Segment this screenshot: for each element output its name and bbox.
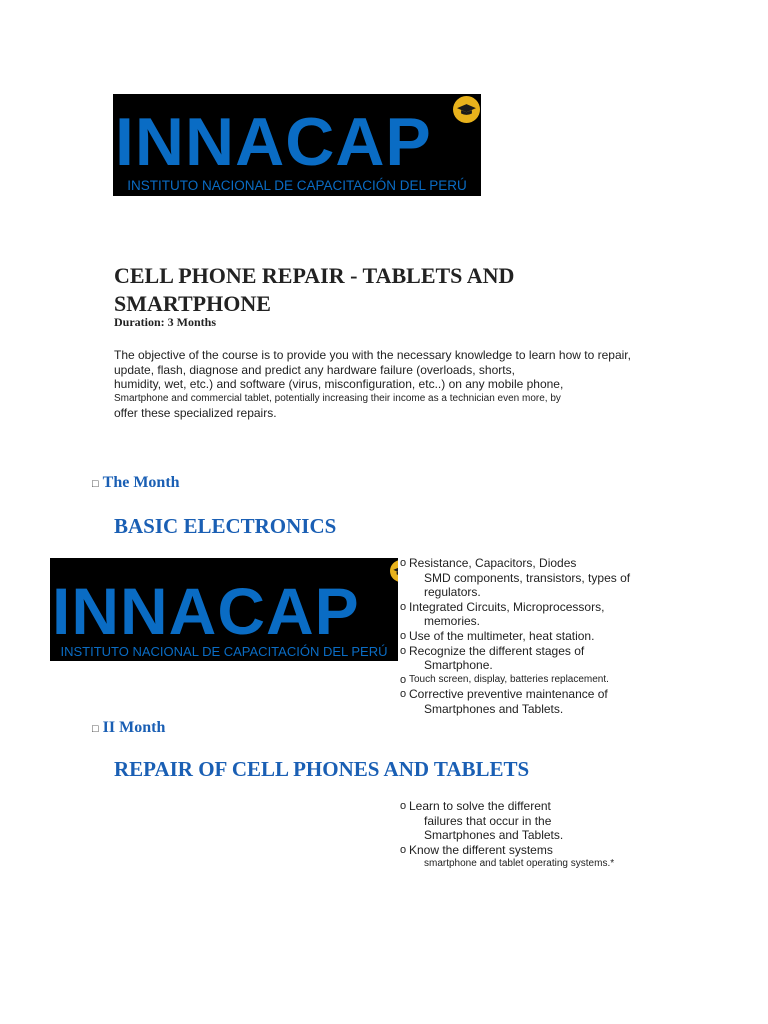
- objective-line: The objective of the course is to provide you with the necessary knowledge to learn how to repair,: [114, 348, 631, 362]
- objective-line: humidity, wet, etc.) and software (virus, misconfiguration, etc..) on any mobile phone,: [114, 377, 564, 391]
- logo-wordmark: INNACAP: [52, 574, 360, 648]
- topic-item: o Recognize the different stages of: [400, 644, 740, 659]
- topic-continuation: Smartphone.: [424, 658, 493, 673]
- topic-item: o Learn to solve the different: [400, 799, 740, 814]
- topic-continuation: memories.: [424, 614, 481, 629]
- topic-continuation: Smartphones and Tablets.: [424, 828, 564, 843]
- topic-continuation: SMD components, transistors, types of: [424, 570, 631, 585]
- topic-continuation: smartphone and tablet operating systems.*: [424, 858, 615, 870]
- page-title: CELL PHONE REPAIR - TABLETS AND SMARTPHONE: [114, 263, 515, 316]
- topic-item: o Integrated Circuits, Microprocessors,: [400, 600, 740, 615]
- objective-line: Smartphone and commercial tablet, potentially increasing their income as a technician even more, by: [114, 392, 561, 404]
- graduation-cap-icon: [453, 96, 480, 123]
- topic-item: o Touch screen, display, batteries replacement.: [400, 673, 740, 688]
- topic-continuation: failures that occur in the: [424, 813, 552, 828]
- section-title-repair: REPAIR OF CELL PHONES AND TABLETS: [114, 757, 530, 781]
- logo-subline: INSTITUTO NACIONAL DE CAPACITACIÓN DEL PERÚ: [60, 644, 388, 659]
- innacap-logo-top: [113, 94, 481, 196]
- course-duration: Duration: 3 Months: [114, 315, 217, 329]
- month-heading-1: [92, 474, 180, 492]
- topic-continuation: Smartphones and Tablets.: [424, 701, 564, 716]
- topic-continuation: regulators.: [424, 585, 481, 600]
- checkbox-bullet-icon: □: [92, 478, 99, 490]
- objective-line: update, flash, diagnose and predict any hardware failure (overloads, shorts,: [114, 362, 515, 377]
- innacap-logo-middle: [50, 558, 398, 661]
- objective-line: offer these specialized repairs.: [114, 405, 277, 420]
- topic-item: o Use of the multimeter, heat station.: [400, 629, 740, 644]
- topic-item: o Corrective preventive maintenance of: [400, 687, 740, 702]
- logo-wordmark: INNACAP: [115, 104, 432, 180]
- module-2-topics: [400, 799, 740, 872]
- section-title-basic-electronics: BASIC ELECTRONICS: [114, 514, 337, 538]
- module-1-topics: [400, 556, 740, 717]
- month-label: The Month: [102, 474, 180, 491]
- topic-item: o Know the different systems: [400, 843, 740, 858]
- month-heading-2: [92, 719, 165, 737]
- graduation-cap-icon: [390, 560, 398, 582]
- course-objective: [114, 348, 674, 420]
- checkbox-bullet-icon: □: [92, 723, 99, 735]
- topic-item: o Resistance, Capacitors, Diodes: [400, 556, 740, 571]
- month-label: II Month: [102, 719, 166, 736]
- logo-subline: INSTITUTO NACIONAL DE CAPACITACIÓN DEL PERÚ: [127, 178, 467, 193]
